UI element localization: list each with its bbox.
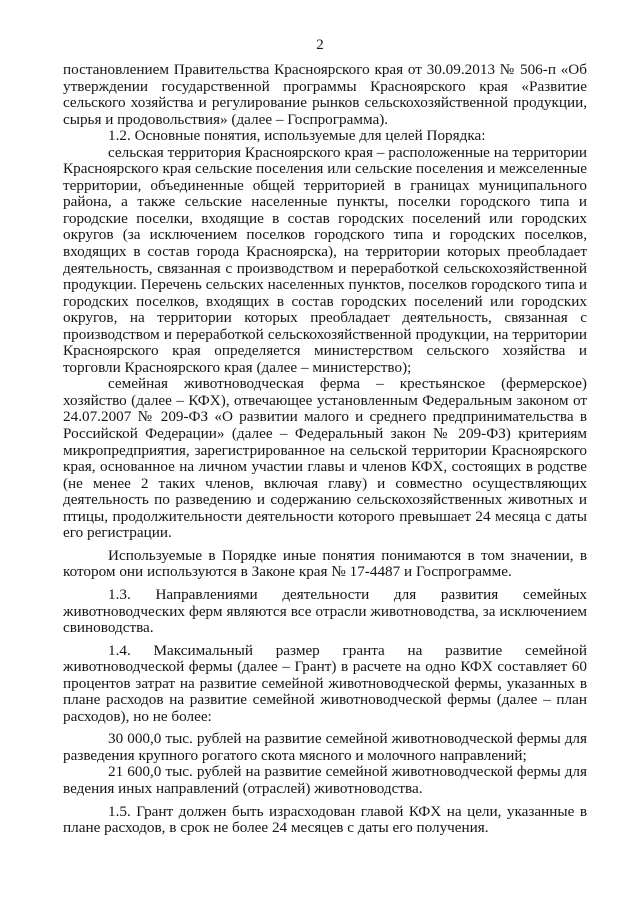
document-body xyxy=(63,62,587,837)
paragraph-1-2: 1.2. Основные понятия, используемые для целей Порядка: xyxy=(108,127,486,145)
paragraph-1-3: 1.3. Направлениями деятельности для развития семейных животноводческих ферм являются все отрасли животноводства, за исключением свиноводства. xyxy=(63,585,587,637)
paragraph-1-5: 1.5. Грант должен быть израсходован главой КФХ на цели, указанные в плане расходов, в срок не более 24 месяцев с даты его получения. xyxy=(63,802,587,837)
paragraph-other-grant: 21 600,0 тыс. рублей на развитие семейной животноводческой фермы для ведения иных направлений (отраслей) животноводства. xyxy=(63,763,587,797)
paragraph-1-4: 1.4. Максимальный размер гранта на развитие семейной животноводческой фермы (далее – Грант) в расчете на одно КФХ составляет 60 процентов затрат на развитие семейной животноводческой фермы, указанных в плане расходов на развитие семейной животноводческой фермы (далее – план расходов), но не более: xyxy=(63,641,587,725)
paragraph-rural-territory: сельская территория Красноярского края – расположенные на территории Красноярского края сельские поселения или сельские поселения и межселенные территории, объединенные общей территорией в границах муниципального района, а также сельские населенные пункты, поселки городского типа и городские поселки, входящие в состав городских поселений или городских округов (за исключением поселков городского типа и городских поселков, входящих в состав города Красноярска), на территории которых преобладает деятельность, связанная с производством и переработкой сельскохозяйственной продукции. Перечень сельских населенных пунктов, поселков городского типа и городских поселков, входящих в состав городских поселений или городских округов, на территории которых преобладает деятельность, связанная с производством и переработкой сельскохозяйственной продукции, на территории Красноярского края определяется министерством сельского хозяйства и торговли Красноярского края (далее – министерство); xyxy=(63,143,587,376)
paragraph-continuation: постановлением Правительства Красноярского края от 30.09.2013 № 506-п «Об утверждении государственной программы Красноярского края «Развитие сельского хозяйства и регулирование рынков сельскохозяйственной продукции, сырья и продовольствия» (далее – Госпрограмма). xyxy=(63,61,587,128)
paragraph-family-farm: семейная животноводческая ферма – крестьянское (фермерское) хозяйство (далее – КФХ), отвечающее установленным Федеральным законом от 24.07.2007 № 209-ФЗ «О развитии малого и среднего предпринимательства в Российской Федерации» (далее – Федеральный закон № 209-ФЗ) критериям микропредприятия, зарегистрированное на сельской территории Красноярского края, основанное на личном участии главы и членов КФХ, состоящих в родстве (не менее 2 таких членов, включая главу) и совместно осуществляющих деятельность по разведению и содержанию сельскохозяйственных животных и птицы, продолжительности деятельности которого превышает 24 месяца с даты его регистрации. xyxy=(63,375,587,542)
paragraph-other-terms: Используемые в Порядке иные понятия понимаются в том значении, в котором они используются в Законе края № 17-4487 и Госпрограмме. xyxy=(63,546,587,581)
paragraph-cattle-grant: 30 000,0 тыс. рублей на развитие семейной животноводческой фермы для разведения крупного рогатого скота мясного и молочного направлений; xyxy=(63,730,587,764)
page-number: 2 xyxy=(316,37,324,53)
